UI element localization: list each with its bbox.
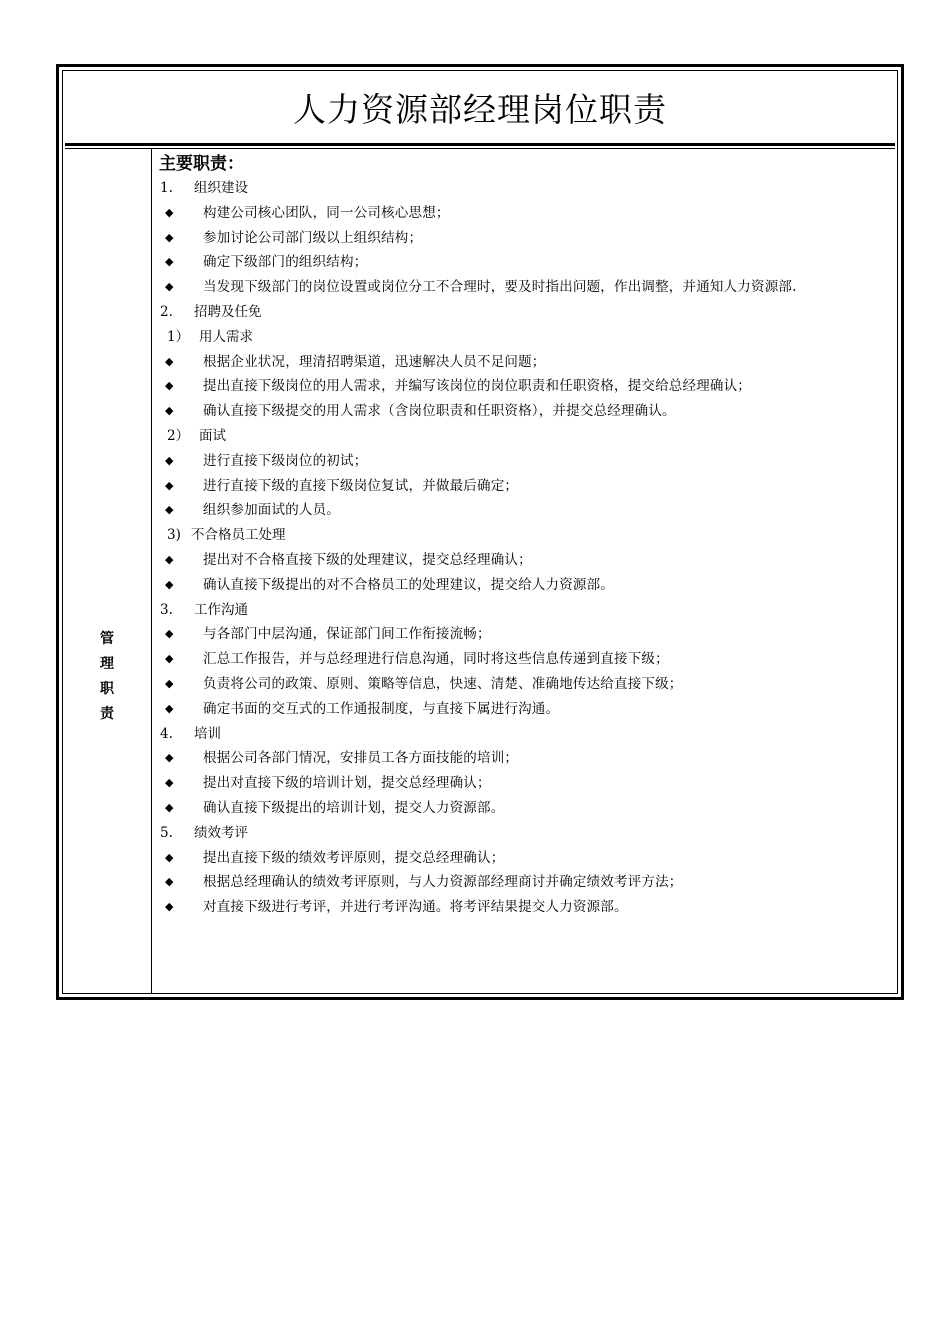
diamond-bullet-icon: ◆ [165,627,174,641]
list-item [159,275,889,300]
diamond-bullet-icon: ◆ [165,552,174,566]
list-item [159,870,889,895]
title-rule-thin [65,148,895,149]
section-title-line [159,821,889,846]
diamond-bullet-icon: ◆ [165,280,174,294]
list-item-text: 构建公司核心团队，同一公司核心思想； [203,204,450,221]
subsection-title: 面试 [199,427,226,444]
list-item-text: 进行直接下级岗位的初试； [203,452,368,469]
diamond-bullet-icon: ◆ [165,354,174,368]
diamond-bullet-icon: ◆ [165,478,174,492]
section-title-line [159,325,889,350]
diamond-bullet-icon: ◆ [165,676,174,690]
section-number: 4. [160,725,173,742]
list-item [159,548,889,573]
section-number: 5. [160,824,173,841]
list-item [159,474,889,499]
list-item-text: 汇总工作报告，并与总经理进行信息沟通，同时将这些信息传递到直接下级； [203,651,669,668]
list-item-text: 提出对不合格直接下级的处理建议，提交总经理确认； [203,551,532,568]
list-item-text: 与各部门中层沟通，保证部门间工作衔接流畅； [203,626,491,643]
section-title: 工作沟通 [194,601,248,618]
list-item [159,771,889,796]
subsection-label [159,523,286,548]
list-item [159,573,889,598]
list-item [159,250,889,275]
diamond-bullet-icon: ◆ [165,900,174,914]
list-item [159,647,889,672]
list-item [159,746,889,771]
document-title: 人力资源部经理岗位职责 [293,89,667,129]
list-item-text: 确认直接下级提出的培训计划，提交人力资源部。 [203,799,505,816]
list-item-text: 当发现下级部门的岗位设置或岗位分工不合理时，要及时指出问题，作出调整，并通知人力资源部. [203,279,797,296]
section-title: 招聘及任免 [194,303,262,320]
diamond-bullet-icon: ◆ [165,577,174,591]
list-item-text: 确认直接下级提出的对不合格员工的处理建议，提交给人力资源部。 [203,576,614,593]
title-row [63,71,897,143]
list-item-text: 对直接下级进行考评，并进行考评沟通。将考评结果提交人力资源部。 [203,899,628,916]
diamond-bullet-icon: ◆ [165,503,174,517]
section-title: 组织建设 [194,180,248,196]
diamond-bullet-icon: ◆ [165,205,174,219]
list-item [159,498,889,523]
document-frame [56,64,904,1000]
list-item [159,895,889,920]
section-title-line [159,300,889,325]
left-label-column [63,149,152,993]
list-item [159,226,889,251]
list-item-text: 提出直接下级的绩效考评原则，提交总经理确认； [203,849,505,866]
list-item [159,622,889,647]
subsection-title: 不合格员工处理 [191,527,286,544]
diamond-bullet-icon: ◆ [165,652,174,666]
list-item [159,350,889,375]
duties-heading: 主要职责： [159,154,244,174]
list-item-text: 确认直接下级提交的用人需求（含岗位职责和任职资格），并提交总经理确认。 [203,403,676,420]
title-rule-thick [65,143,895,146]
diamond-bullet-icon: ◆ [165,255,174,269]
subsection-title: 用人需求 [199,328,253,345]
list-item [159,796,889,821]
list-item-text: 确定书面的交互式的工作通报制度，与直接下属进行沟通。 [203,700,560,717]
list-item-text: 进行直接下级的直接下级岗位复试，并做最后确定； [203,477,519,494]
list-item-text: 参加讨论公司部门级以上组织结构； [203,229,423,246]
section-title: 绩效考评 [194,824,248,841]
list-item-text: 确定下级部门的组织结构； [203,254,368,271]
list-item-text: 负责将公司的政策、原则、策略等信息，快速、清楚、准确地传达给直接下级； [203,675,683,692]
list-item [159,374,889,399]
subsection-label [159,424,226,449]
list-item [159,672,889,697]
list-item-text: 根据公司各部门情况，安排员工各方面技能的培训； [203,750,519,767]
list-item-text: 提出对直接下级的培训计划，提交总经理确认； [203,775,491,792]
diamond-bullet-icon: ◆ [165,404,174,418]
section-title-line [159,722,889,747]
list-item [159,201,889,226]
subsection-label [159,325,253,350]
document-inner-frame [62,70,898,994]
section-number: 1. [160,180,173,196]
section-number: 3. [160,601,173,618]
diamond-bullet-icon: ◆ [165,701,174,715]
subsection-number: 3) [167,527,181,544]
list-item [159,697,889,722]
side-label [63,627,151,727]
list-item-text: 根据总经理确认的绩效考评原则，与人力资源部经理商讨并确定绩效考评方法； [203,874,683,891]
section-title-line [159,176,889,201]
list-item [159,449,889,474]
diamond-bullet-icon: ◆ [165,875,174,889]
side-label-char: 职 [100,681,114,697]
section-title-line [159,523,889,548]
side-label-char: 责 [100,706,114,722]
list-item-text: 提出直接下级岗位的用人需求，并编写该岗位的岗位职责和任职资格，提交给总经理确认； [203,378,751,395]
subsection-number: 2） [167,427,190,444]
list-item [159,846,889,871]
diamond-bullet-icon: ◆ [165,850,174,864]
subsection-number: 1） [167,328,190,345]
list-item [159,399,889,424]
section-title: 培训 [194,725,221,742]
section-title-line [159,598,889,623]
duties-content [159,153,889,920]
section-title-line [159,424,889,449]
section-number: 2. [160,303,173,320]
diamond-bullet-icon: ◆ [165,230,174,244]
diamond-bullet-icon: ◆ [165,800,174,814]
diamond-bullet-icon: ◆ [165,379,174,393]
diamond-bullet-icon: ◆ [165,776,174,790]
side-label-char: 管 [100,631,114,647]
side-label-char: 理 [100,656,114,672]
diamond-bullet-icon: ◆ [165,453,174,467]
list-item-text: 组织参加面试的人员。 [203,502,340,519]
diamond-bullet-icon: ◆ [165,751,174,765]
duties-list [159,176,889,920]
list-item-text: 根据企业状况，理清招聘渠道，迅速解决人员不足问题； [203,353,546,370]
